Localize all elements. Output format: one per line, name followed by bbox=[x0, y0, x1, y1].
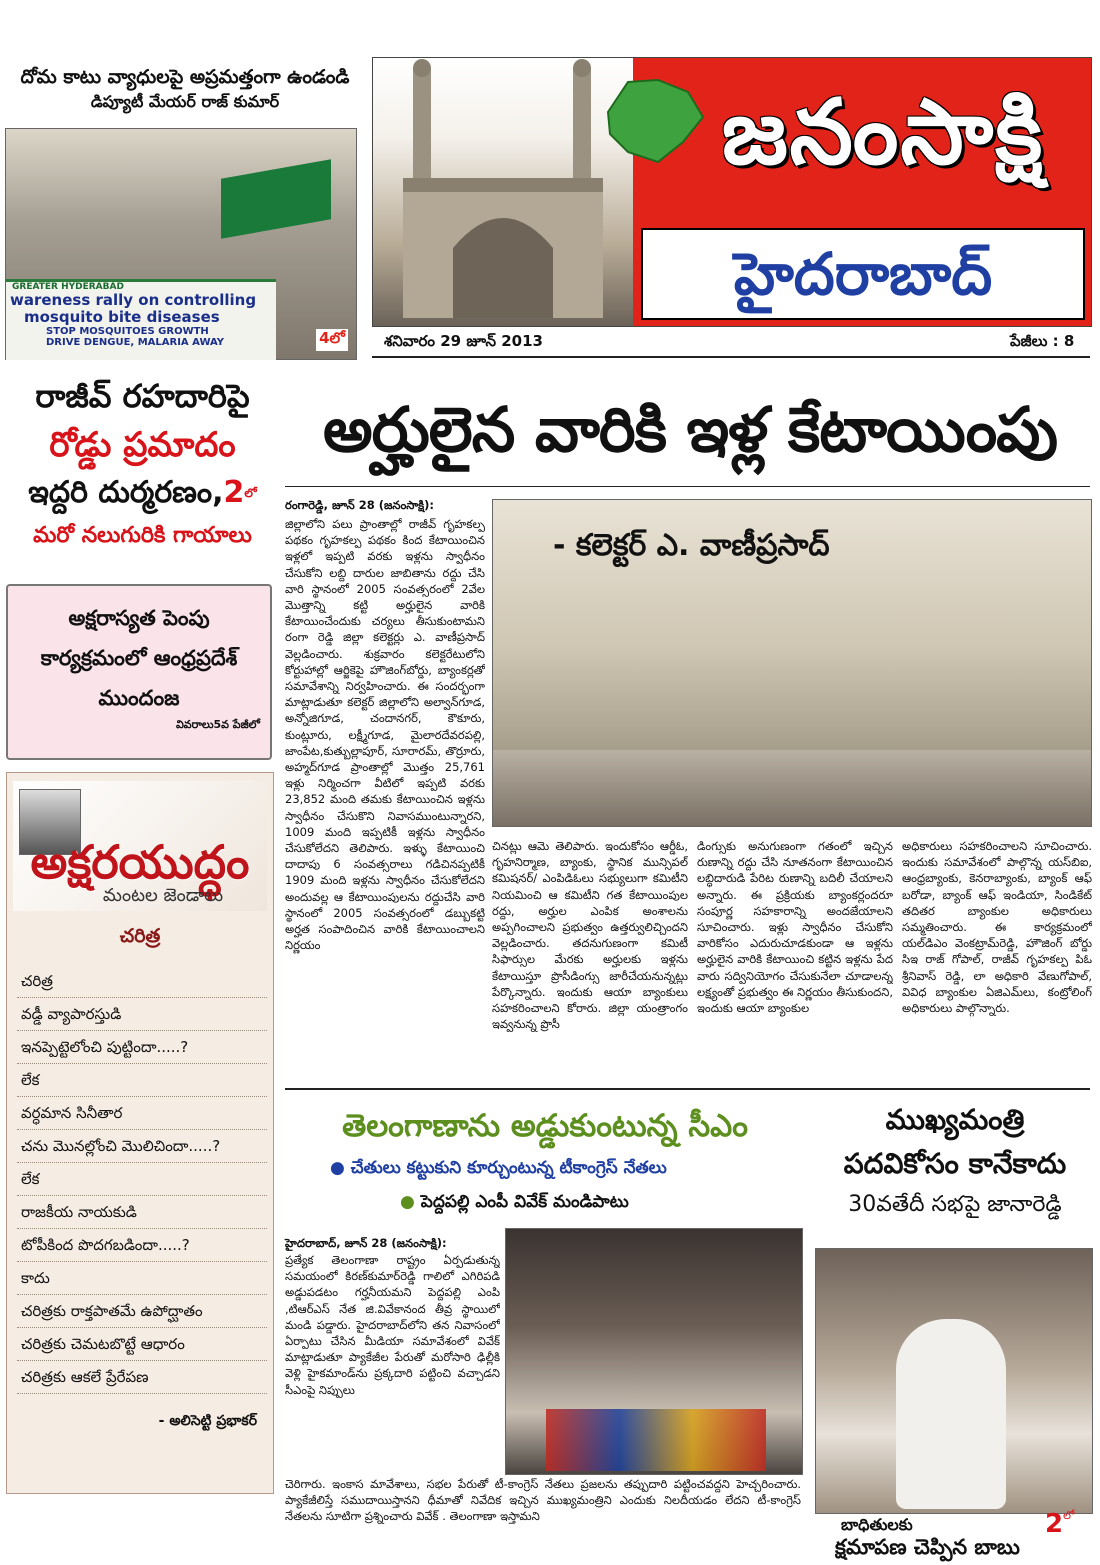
poem-column bbox=[6, 772, 274, 1494]
poem-line: లేక bbox=[17, 1064, 267, 1097]
rally-banner bbox=[6, 279, 276, 360]
cm-bottom-text: చెరిగారు. ఇంకాస మావేశాలు, సభల పేరుతో టీ-కాంగ్రెస్ నేతలు ప్రజలను తప్పుదారి పట్టించవద్దని హెచ్చరించారు. ప్యాకేజీలిస్తే సముదాయిస్తానని ధీమాతో నివేదిక ఇచ్చిన ముఖ్యమంత్రిని ఎందుకు నిలదీయడం లేదని టీ-కాంగ్రెస్ నేతలను సూటిగా ప్రశ్నించారు వివేక్ . తెలంగాణా ఇస్తామని bbox=[285, 1477, 801, 1524]
meeting-photo bbox=[492, 499, 1092, 827]
poem-lines bbox=[17, 965, 267, 1394]
accident-page-num: 2 bbox=[223, 475, 245, 510]
poem-line: చను మొనల్లోంచి మొలిచిందా.....? bbox=[17, 1130, 267, 1163]
headline-line1: దోమ కాటు వ్యాధులపై అప్రమత్తంగా ఉండండి bbox=[20, 66, 350, 88]
meeting-table bbox=[493, 750, 1091, 826]
poem-line: వర్ధమాన సినీతార bbox=[17, 1097, 267, 1130]
edition-box bbox=[641, 228, 1085, 320]
photo-page-ref: 4లో bbox=[316, 329, 348, 351]
poem-line: రాజకీయ నాయకుడి bbox=[17, 1196, 267, 1229]
accident-line1: రాజీవ్ రహదారిపై bbox=[35, 377, 250, 415]
bullet-icon: ● bbox=[330, 1158, 345, 1178]
main-headline: అర్హులైన వారికి ఇళ్ల కేటాయింపు bbox=[322, 393, 1058, 466]
right-line3: 30వతేదీ సభపై జానారెడ్డి bbox=[848, 1192, 1062, 1217]
charminar-icon bbox=[373, 58, 633, 326]
poem-line: ఇనప్పెట్టెలోంచి పుట్టిందా.....? bbox=[17, 1031, 267, 1064]
literacy-ref: వివరాలు5వ పేజీలో bbox=[175, 718, 260, 731]
accident-page-suffix: లో bbox=[244, 486, 257, 500]
headline-rule bbox=[285, 486, 1090, 487]
main-col1: జిల్లాలోని పలు ప్రాంతాల్లో రాజీవ్ గృహకల్ప పథకం గృహకల్ప పథకం కింద కేటాయించిన ఇళ్లలో ఇప్పటి వరకు ఇళ్లను స్వాధీనం చేసుకోని లబ్ది దారుల జాబితాను రద్దు చేసి వారి స్థానంలో 2005 సంవత్సరంలో 2వేల మొత్తాన్ని కట్టి అర్హులైన వారికి కేటాయించేందుకు చర్యలు తీసుకుంటామని రంగా రెడ్డి జిల్లా కలెక్టర్లు ఎ. వాణీప్రసాద్ వెల్లడించారు. శుక్రవారం కలెక్టరేటులోని కోర్టుహాల్లో ఆర్జికెపై హౌజింగ్‌బోర్డు, బ్యాంకర్లతో సమావేశాన్ని నిర్వహించారు. ఈ సందర్భంగా మాట్లాడుతూ కలెక్టర్ జిల్లాలోని అల్వాన్‌గూడ, అన్నోజిగూడ, చందానగర్, కౌకూరు, కుంట్లూరు, లక్ష్మీగూడ, మైలారదేవరపల్లి, జాంపేట,కుత్బుల్లాపూర్, సూరారమ్, తొర్రూరు, అహ్మద్‌గూడ ప్రాంతాల్లో మొత్తం 25,761 ఇళ్లు నిర్మించగా వీటిలో ఇప్పటి వరకు 23,852 మంది తమకు కేటాయించిన ఇళ్లను స్వాధీనం చేసుకొని నివాసముంటున్నారని, 1009 మంది ఇప్పటికీ ఇళ్లను స్వాధీనం చేసుకోలేదని తెలిపారు. ఇళ్ళు కేటాయించి దాదాపు 6 సంవత్సరాలు గడిచినప్పటికీ 1909 మంది ఇళ్లను స్వాధీనం చేసుకోలేదని అందువల్ల ఆ కేటాయింపులను రద్దుచేసి వారి స్థానంలో 2005 సంవత్సరంలో డబ్బుకట్టి అర్హత సంపాదించిన వారికి కేటాయించాలని నిర్ణయం bbox=[285, 517, 485, 953]
literacy-line2: కార్యక్రమంలో ఆంధ్రప్రదేశ్ bbox=[40, 646, 238, 670]
accident-line4: మరో నలుగురికి గాయాలు bbox=[33, 523, 252, 548]
masthead-edition: హైదరాబాద్ bbox=[733, 240, 993, 308]
mic-cluster bbox=[546, 1409, 766, 1471]
banner-line4: STOP MOSQUITOES GROWTH bbox=[46, 326, 209, 337]
meeting-subhead: - కలెక్టర్ ఎ. వాణీప్రసాద్ bbox=[553, 528, 830, 563]
poem-line: టోపీకింద పొదగబడిందా.....? bbox=[17, 1229, 267, 1262]
accident-line3-wrap bbox=[0, 470, 285, 516]
poem-line: చరిత్రకు రాక్తపాతమే ఉపోద్ఘాతం bbox=[17, 1295, 267, 1328]
poem-author: - అలిసెట్టి ప్రభాకర్ bbox=[158, 1413, 257, 1429]
bullet-icon: ● bbox=[400, 1192, 415, 1212]
vivek-photo bbox=[505, 1228, 803, 1475]
poem-line: చరిత్రకు చెమటబొట్టే ఆధారం bbox=[17, 1328, 267, 1361]
poem-line: వడ్డీ వ్యాపారస్తుడి bbox=[17, 998, 267, 1031]
rally-photo bbox=[5, 128, 357, 360]
main-col3: డింగ్సుకు అనుగుణంగా గతంలో ఇచ్చిన రుణాన్ని రద్దు చేసి నూతనంగా కేటాయించిన లబ్ధిదారుడి పేరిట రుణాన్ని బదిలీ చేయాలని అన్నారు. ఈ ప్రక్రియకు బ్యాంకర్లందరూ సంపూర్ణ సహకారాన్ని అందజేయాలని సూచించారు. ఇళ్లు స్వాధీనం చేసుకోని వారికోసం ఎదురుచూడకుండా ఆ ఇళ్లను అర్హులైన వారికి కేటాయించి కట్టిన ఇళ్లను పేద వారు సద్వినియోగం చేసుకునేలా చూడాలన్న లక్ష్యంతో ప్రభుత్వం ఈ నిర్ణయం తీసుకుందని, ఇందుకు ఆయా బ్యాంకుల bbox=[697, 839, 893, 1016]
date-line: శనివారం 29 జూన్ 2013 bbox=[384, 332, 543, 350]
babu-story bbox=[815, 1509, 1095, 1562]
poem-line: లేక bbox=[17, 1163, 267, 1196]
right-line1: ముఖ్యమంత్రి bbox=[885, 1103, 1025, 1136]
headline-line2: డిప్యూటీ మేయర్ రాజ్ కుమార్ bbox=[90, 92, 280, 111]
babu-page-num: 2 bbox=[1045, 1509, 1064, 1539]
poem-banner bbox=[13, 781, 267, 911]
jana-reddy-story bbox=[815, 1098, 1095, 1224]
cm-bullet1: చేతులు కట్టుకుని కూర్చుంటున్న టీకాంగ్రెస్ నేతలు bbox=[350, 1158, 667, 1178]
main-col4: అధికారులు సహకరించాలని సూచించారు. ఇందుకు సమావేశంలో పాల్గొన్న యస్‌బిఐ, ఆంధ్రబ్యాంకు, కెనరాబ్యాంకు, బ్యాంక్ ఆఫ్ బరోడా, బ్యాంక్ ఆఫ్ ఇండియా, సిండికేట్ తదితర బ్యాంకుల అధికారులు సమ్మతించారు. ఈ కార్యక్రమంలో యల్‌డిఎం వెంకట్రామ్‌రెడ్డి, హౌజింగ్ బోర్డు సిఇ రాజ్ గోపాల్, రాజీవ్ గృహకల్ప పిఓ శ్రీనివాస్ రెడ్డి, లా అధికారి వేణుగోపాల్, వివిధ బ్యాంకుల ఏజిఎమ్‌లు, కంట్రోలింగ్ అధికారులు పాల్గొన్నారు. bbox=[902, 839, 1092, 1016]
poem-banner-title: అక్షరయుద్ధం bbox=[30, 835, 250, 889]
poem-title: చరిత్ర bbox=[119, 925, 161, 947]
accident-line3: ఇద్దరి దుర్మరణం, bbox=[28, 475, 224, 510]
main-bottom-rule bbox=[285, 1088, 1090, 1090]
masthead-title: జనంసాక్షి bbox=[721, 80, 1045, 185]
literacy-line1: అక్షరాస్యత పెంపు bbox=[68, 606, 210, 630]
main-dateline: రంగారెడ్డి, జూన్ 28 (జనంసాక్షి): bbox=[285, 498, 435, 512]
green-flag bbox=[221, 159, 331, 238]
banner-line3: mosquito bite diseases bbox=[24, 308, 220, 326]
figure-white bbox=[896, 1319, 1006, 1509]
literacy-line3: ముందంజ bbox=[98, 686, 180, 710]
page-count: పేజీలు : 8 bbox=[1010, 332, 1075, 350]
babu-line2: క్షమాపణ చెప్పిన బాబు bbox=[835, 1535, 1020, 1559]
cm-dateline: హైదరాబాద్, జూన్ 28 (జనంసాక్షి): bbox=[285, 1236, 447, 1250]
charminar-photo bbox=[373, 58, 633, 326]
accident-line2: రోడ్డు ప్రమాదం bbox=[49, 425, 236, 465]
cm-bullet1-row bbox=[330, 1158, 800, 1182]
cm-headline: తెలంగాణాను అడ్డుకుంటున్న సీఎం bbox=[342, 1108, 748, 1144]
banner-line5: DRIVE DENGUE, MALARIA AWAY bbox=[46, 337, 225, 348]
masthead bbox=[372, 57, 1092, 327]
road-accident-story bbox=[0, 372, 285, 572]
babu-page-ref bbox=[1045, 1509, 1074, 1539]
babu-line1: బాధితులకు bbox=[841, 1515, 913, 1534]
cm-bullet2: పెద్దపల్లి ఎంపీ వివేక్ మండిపాటు bbox=[420, 1192, 629, 1212]
poem-line: కాదు bbox=[17, 1262, 267, 1295]
cm-col: ప్రత్యేక తెలంగాణా రాష్ట్రం ఏర్పడుతున్న సమయంలో కిరణ్‌కుమార్‌రెడ్డి గాలిలో ఎగిరిపడి అడ్డుపడటం గర్హనీయమని పెద్దపల్లి ఎంపి ,టిఆర్‌ఎస్ నేత జి.వివేకానంద తీవ్ర స్థాయిలో మండి పడ్డారు. హైదరాబాద్‌లోని తన నివాసంలో ఏర్పాటు చేసిన మీడియా సమావేశంలో వివేక్ మాట్లాడుతూ ప్యాకేజీల పేరుతో మరోసారి ఢిల్లీకి వెళ్లి హైకమాండ్‌ను ప్రక్కదారి పట్టించి వచ్చాడని సీఎంపై నిప్పులు bbox=[285, 1253, 500, 1397]
poem-line: చరిత్ర bbox=[17, 965, 267, 998]
poem-line: చరిత్రకు ఆకలే ప్రేరేపణ bbox=[17, 1361, 267, 1394]
poem-banner-sub: మంటల జెండాలు bbox=[102, 885, 224, 906]
babu-page-suffix: లో bbox=[1063, 1509, 1075, 1522]
banner-line1: GREATER HYDERABAD bbox=[12, 282, 124, 292]
cm-bullet2-row bbox=[400, 1192, 800, 1216]
main-col2: చినట్లు ఆమె తెలిపారు. ఇందుకోసం ఆర్డీఓ, గృహనిర్మాణ, బ్యాంకు, స్థానిక మున్సిపల్ కమిషనర్/ ఎంపిడిఓలు సభ్యులుగా కమిటీని నియమించి ఆ కమిటీని గత కేటాయింపుల రద్దు, అర్హుల ఎంపిక అంశాలను అప్పగించాలని ప్రభుత్వం ఉత్తర్వులిచ్చిందని వెల్లడించారు. తదనుగుణంగా కమిటీ సిఫార్సుల మేరకు అర్హులకు ఇళ్లను కేటాయిస్తూ ప్రొసీడింగ్సు జారీచేయనున్నట్లు పేర్కొన్నారు. ఇందుకు ఆయా బ్యాంకులు సహకరించాలని కోరారు. జిల్లా యంత్రాంగం ఇవ్వనున్న ప్రొసీ bbox=[492, 839, 688, 1032]
right-line2: పదవికోసం కానేకాదు bbox=[843, 1147, 1067, 1180]
literacy-box bbox=[6, 584, 272, 760]
banner-line2: wareness rally on controlling bbox=[10, 291, 257, 309]
jana-reddy-photo bbox=[815, 1248, 1093, 1514]
masthead-rule bbox=[372, 356, 1090, 358]
